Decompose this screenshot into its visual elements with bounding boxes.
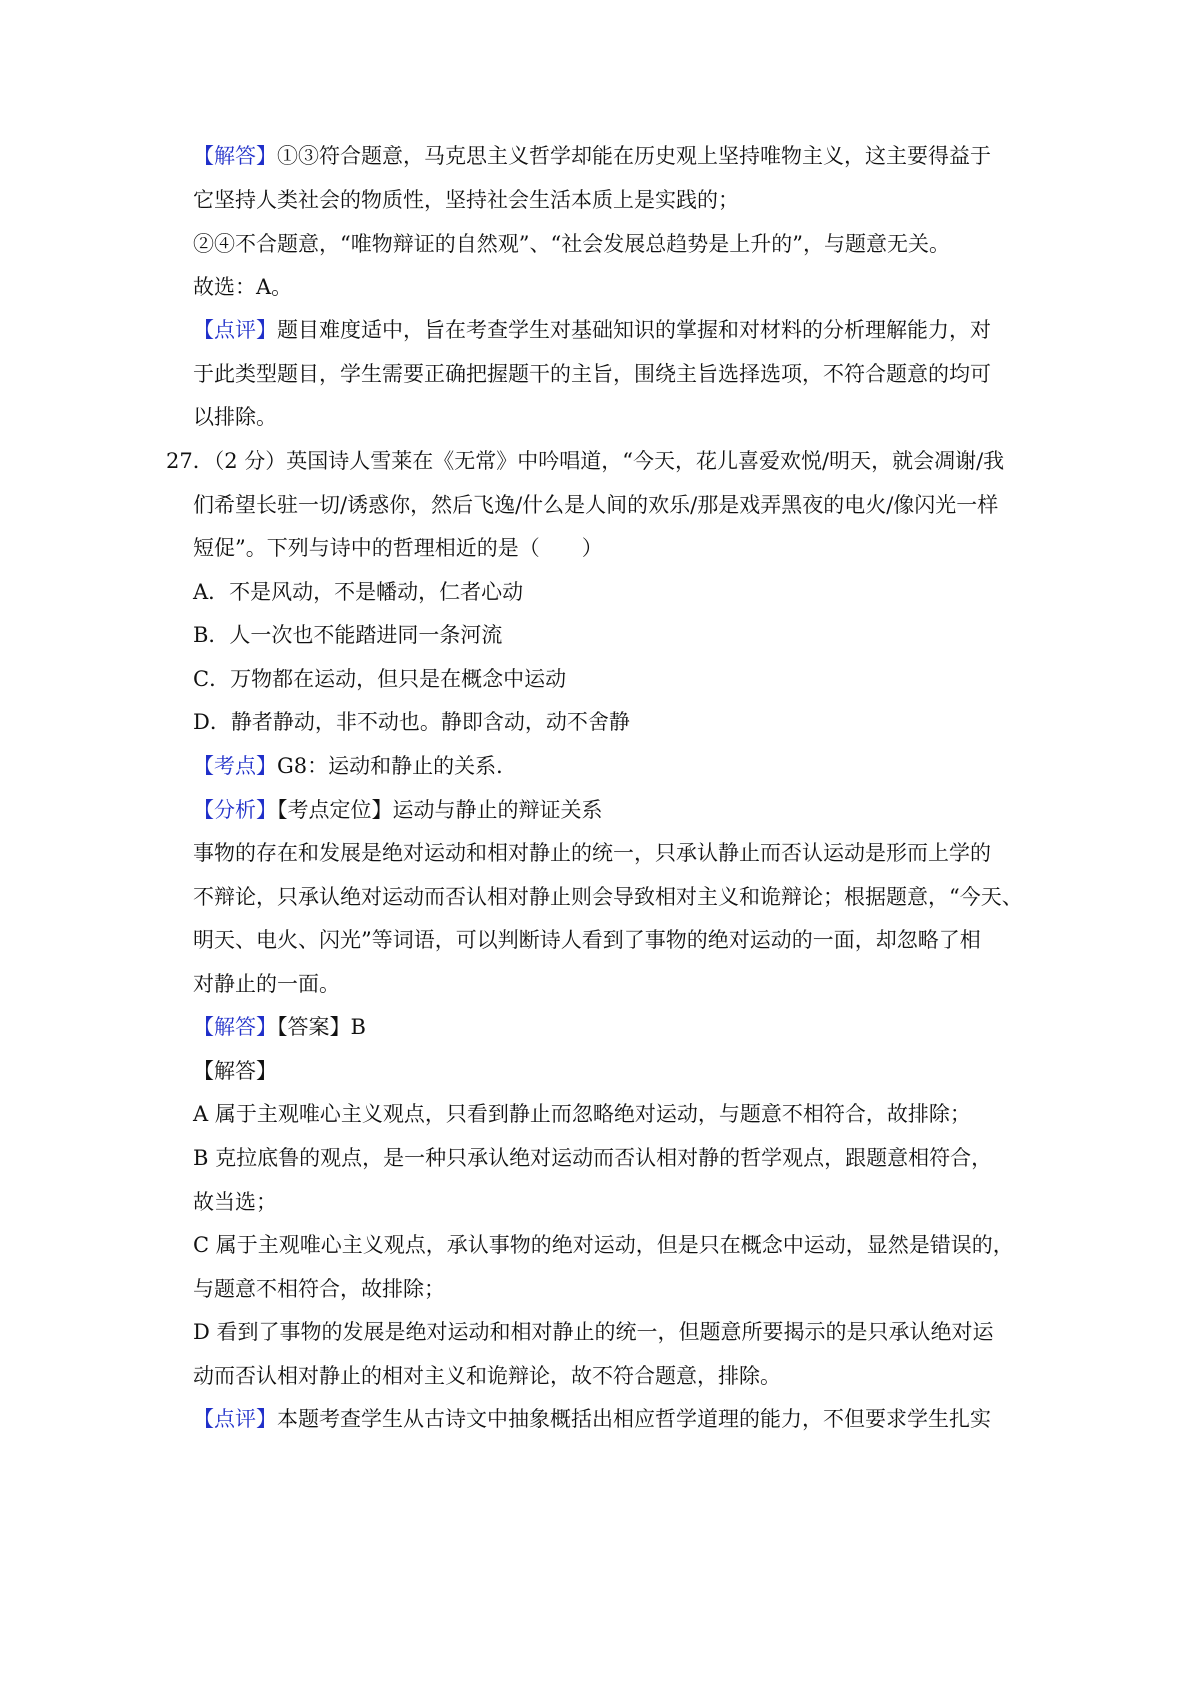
pingjia-tag: 【点评】 <box>193 1407 277 1431</box>
option-c: C．万物都在运动，但只是在概念中运动 <box>193 667 567 691</box>
solution-d-line-2: 动而否认相对静止的相对主义和诡辩论，故不符合题意，排除。 <box>193 1364 781 1388</box>
kaodian-tag: 【考点】 <box>193 754 277 778</box>
jieda-tag: 【解答】 <box>193 1015 277 1039</box>
answer-line-3: ②④不合题意，“唯物辩证的自然观”、“社会发展总趋势是上升的”，与题意无关。 <box>193 232 950 256</box>
fenxi-tag: 【分析】 <box>193 798 277 822</box>
analysis-line-4: 对静止的一面。 <box>193 972 340 996</box>
answer-line-2: 它坚持人类社会的物质性，坚持社会生活本质上是实践的； <box>193 188 739 212</box>
fenxi-line <box>193 795 603 825</box>
analysis-line-3: 明天、电火、闪光”等词语，可以判断诗人看到了事物的绝对运动的一面，却忽略了相 <box>193 928 981 952</box>
answer-text: ①③符合题意，马克思主义哲学却能在历史观上坚持唯物主义，这主要得益于 <box>277 144 991 168</box>
question-stem-line-3: 短促”。下列与诗中的哲理相近的是（ ） <box>193 536 603 560</box>
option-a: A．不是风动，不是幡动，仁者心动 <box>193 580 524 604</box>
option-d: D．静者静动，非不动也。静即含动，动不舍静 <box>193 710 630 734</box>
answer-line-1 <box>193 141 991 171</box>
question-stem-line-1: 27．（2 分）英国诗人雪莱在《无常》中吟唱道，“今天，花儿喜爱欢悦/明天，就会凋谢/我 <box>166 449 1005 473</box>
pingjia-text: 本题考查学生从古诗文中抽象概括出相应哲学道理的能力，不但要求学生扎实 <box>277 1407 991 1431</box>
option-b: B．人一次也不能踏进同一条河流 <box>193 623 503 647</box>
choice-line: 故选：A。 <box>193 275 293 299</box>
fenxi-text: 【考点定位】运动与静止的辩证关系 <box>277 798 603 822</box>
comment-text: 题目难度适中，旨在考查学生对基础知识的掌握和对材料的分析理解能力，对 <box>277 318 991 342</box>
comment-line-3: 以排除。 <box>193 405 277 429</box>
solution-c-line-2: 与题意不相符合，故排除； <box>193 1277 445 1301</box>
kaodian-line <box>193 751 517 781</box>
answer-tag: 【解答】 <box>193 144 277 168</box>
solution-a: A 属于主观唯心主义观点，只看到静止而忽略绝对运动，与题意不相符合，故排除； <box>193 1102 971 1126</box>
kaodian-text: G8：运动和静止的关系． <box>277 754 518 778</box>
question-stem-line-2: 们希望长驻一切/诱惑你，然后飞逸/什么是人间的欢乐/那是戏弄黑夜的电火/像闪光一样 <box>193 493 999 517</box>
analysis-line-2: 不辩论，只承认绝对运动而否认相对静止则会导致相对主义和诡辩论；根据题意，“今天、 <box>193 885 1023 909</box>
jieda-heading: 【解答】 <box>193 1059 277 1083</box>
comment-tag: 【点评】 <box>193 318 277 342</box>
solution-b-line-2: 故当选； <box>193 1190 277 1214</box>
solution-d-line-1: D 看到了事物的发展是绝对运动和相对静止的统一，但题意所要揭示的是只承认绝对运 <box>193 1320 994 1344</box>
analysis-line-1: 事物的存在和发展是绝对运动和相对静止的统一，只承认静止而否认运动是形而上学的 <box>193 841 991 865</box>
jieda-line <box>193 1012 366 1042</box>
jieda-text: 【答案】B <box>277 1015 366 1039</box>
pingjia-line <box>193 1404 991 1434</box>
solution-b-line-1: B 克拉底鲁的观点，是一种只承认绝对运动而否认相对静的哲学观点，跟题意相符合， <box>193 1146 993 1170</box>
comment-line-2: 于此类型题目，学生需要正确把握题干的主旨，围绕主旨选择选项，不符合题意的均可 <box>193 362 991 386</box>
solution-c-line-1: C 属于主观唯心主义观点，承认事物的绝对运动，但是只在概念中运动，显然是错误的， <box>193 1233 1014 1257</box>
comment-line-1 <box>193 315 991 345</box>
